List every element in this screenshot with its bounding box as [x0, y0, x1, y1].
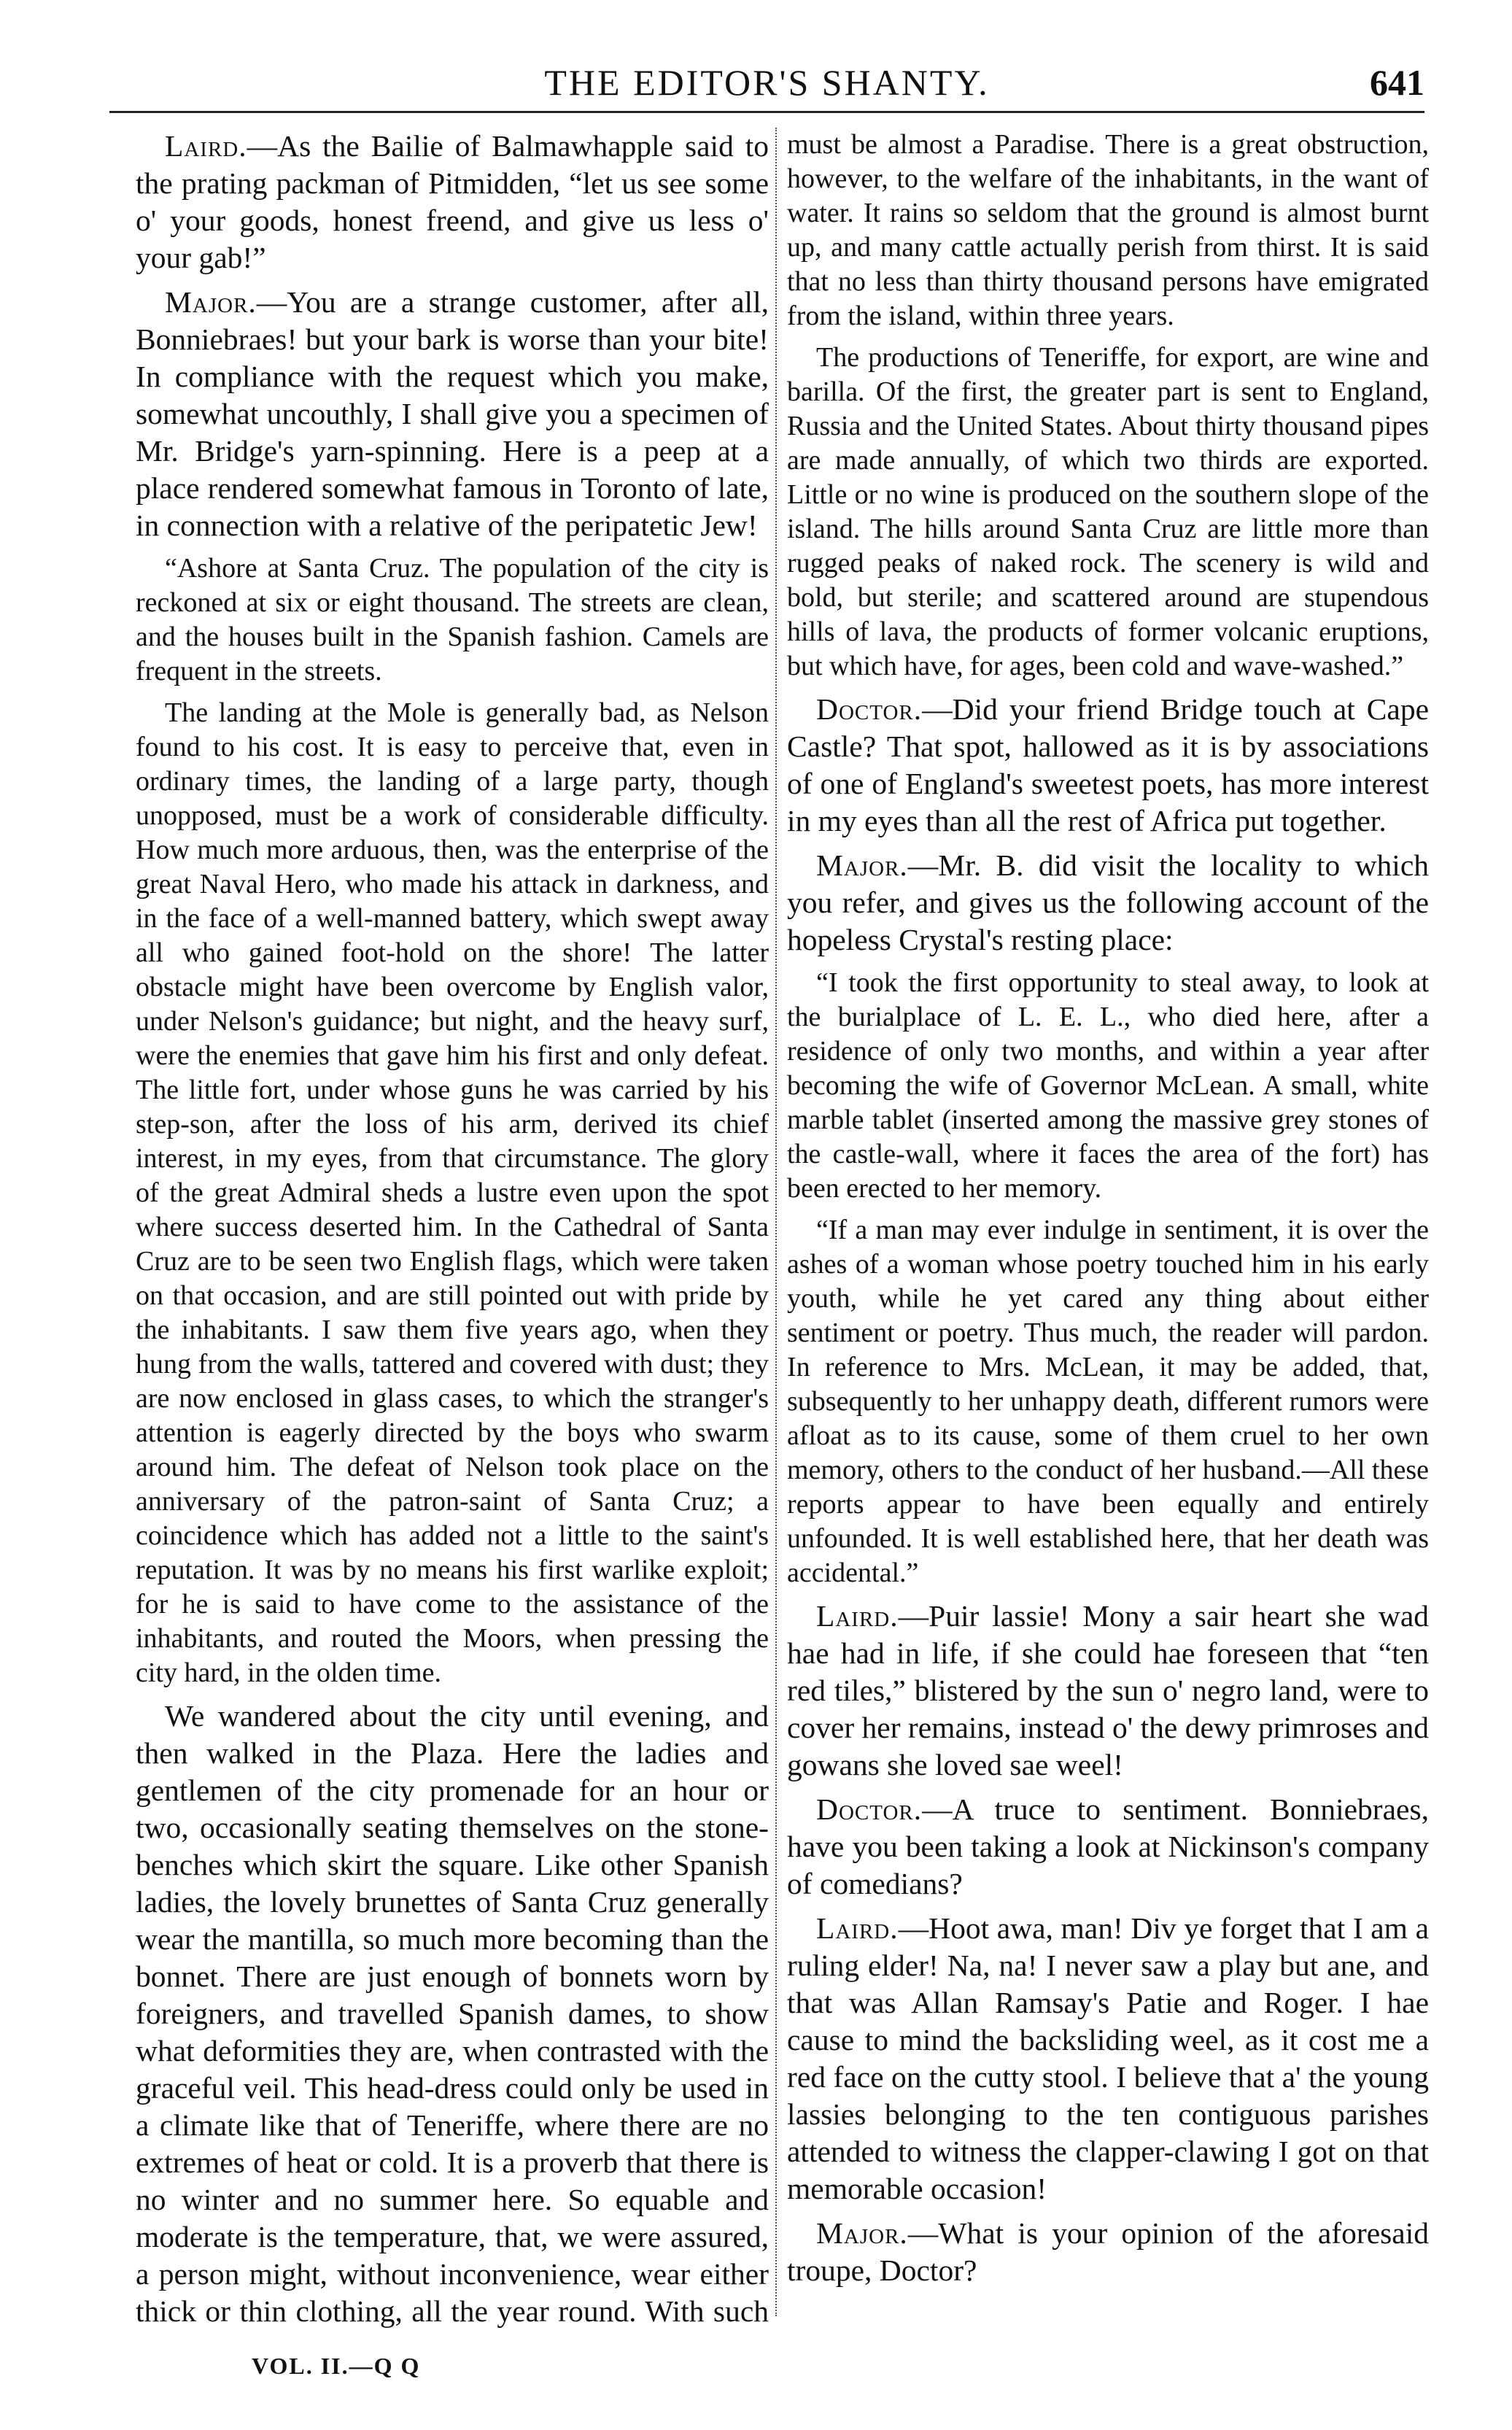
left-column — [136, 128, 769, 2331]
text-paragraph — [787, 341, 1429, 684]
right-column — [787, 128, 1429, 2331]
speaker-name: Major. — [816, 848, 908, 882]
dialogue-paragraph — [136, 128, 769, 276]
speaker-name: Laird. — [816, 1599, 899, 1633]
paragraph-text: must be almost a Paradise. There is a great obstruction, however, to the welfare of the inhabitants, in the want of water. It rains so seldom that the ground is almost burnt up, and many cattle actually perish from thirst. It is said that no less than thirty thousand persons have emigrated from the island, within three years. — [787, 129, 1429, 331]
speaker-name: Doctor. — [816, 692, 923, 726]
paragraph-text: —What is your opinion of the aforesaid troupe, Doctor? — [787, 2216, 1429, 2287]
paragraph-text: —As the Bailie of Balmawhapple said to the prating packman of Pitmidden, “let us see some o' your goods, honest freend, and give us less o' your gab!” — [136, 129, 769, 274]
dialogue-paragraph — [787, 1598, 1429, 1784]
paragraph-text: —Hoot awa, man! Div ye forget that I am a ruling elder! Na, na! I never saw a play but ane, and that was Allan Ramsay's Patie and Roger. I hae cause to mind the backsliding weel, as it cost me a red face on the cutty stool. I believe that a' the young lassies belonging to the ten contiguous parishes attended to witness the clapper-clawing I got on that memorable occasion! — [787, 1911, 1429, 2205]
paragraph-text: —Puir lassie! Mony a sair heart she wad hae had in life, if she could hae foreseen that “ten red tiles,” blistered by the sun o' negro land, were to cover her remains, instead o' the dewy primroses and gowans she loved sae weel! — [787, 1599, 1429, 1781]
text-paragraph — [136, 1698, 769, 2331]
speaker-name: Laird. — [165, 129, 247, 163]
dialogue-paragraph — [787, 691, 1429, 840]
speaker-name: Major. — [816, 2216, 908, 2250]
text-paragraph — [787, 128, 1429, 333]
paragraph-text: “I took the first opportunity to steal away, to look at the burialplace of L. E. L., who died here, after a residence of only two months, and within a year after becoming the wife of Governor McLean. A small, white marble tablet (inserted among the massive grey stones of the castle-wall, where it faces the area of the fort) has been erected to her memory. — [787, 967, 1429, 1204]
dialogue-paragraph — [787, 1791, 1429, 1903]
paragraph-text: —Mr. B. did visit the locality to which you refer, and gives us the following account of the hopeless Crystal's resting place: — [787, 848, 1429, 956]
paragraph-text: —A truce to sentiment. Bonniebraes, have you been taking a look at Nickinson's company of comedians? — [787, 1792, 1429, 1900]
paragraph-text: The productions of Teneriffe, for export, are wine and barilla. Of the first, the greater part is sent to England, Russia and the United States. About thirty thousand pipes are made annually, of which two thirds are exported. Little or no wine is produced on the southern slope of the island. The hills around Santa Cruz are little more than rugged peaks of naked rock. The scenery is wild and bold, but sterile; and scattered around are stupendous hills of lava, the products of former volcanic eruptions, but which have, for ages, been cold and wave-washed.” — [787, 342, 1429, 681]
dialogue-paragraph — [787, 2215, 1429, 2289]
speaker-name: Laird. — [816, 1911, 899, 1945]
running-header — [109, 53, 1424, 113]
signature-mark: VOL. II.—Q Q — [252, 2353, 421, 2379]
paragraph-text: —You are a strange customer, after all, Bonniebraes! but your bark is worse than your bite! In compliance with the request which you make, somewhat uncouthly, I shall give you a specimen of Mr. Bridge's yarn-spinning. Here is a peep at a place rendered somewhat famous in Toronto of late, in connection with a relative of the peripatetic Jew! — [136, 285, 769, 542]
paragraph-text: The landing at the Mole is generally bad, as Nelson found to his cost. It is easy to perceive that, even in ordinary times, the landing of a large party, though unopposed, must be a work of considerable difficulty. How much more arduous, then, was the enterprise of the great Naval Hero, who made his attack in darkness, and in the face of a well-manned battery, which swept away all who gained foot-hold on the shore! The latter obstacle might have been overcome by English valor, under Nelson's guidance; but night, and the heavy surf, were the enemies that gave him his first and only defeat. The little fort, under whose guns he was carried by his step-son, after the loss of his arm, derived its chief interest, in my eyes, from that circumstance. The glory of the great Admiral sheds a lustre even upon the spot where success deserted him. In the Cathedral of Santa Cruz are to be seen two English flags, which were taken on that occasion, and are still pointed out with pride by the inhabitants. I saw them five years ago, when they hung from the walls, tattered and covered with dust; they are now enclosed in glass cases, to which the stranger's attention is eagerly directed by the boys who swarm around him. The defeat of Nelson took place on the anniversary of the patron-saint of Santa Cruz; a coincidence which has added not a little to the saint's reputation. It was by no means his first warlike exploit; for he is said to have come to the assistance of the inhabitants, and routed the Moors, when pressing the city hard, in the olden time. — [136, 697, 769, 1688]
paragraph-text: —Did your friend Bridge touch at Cape Castle? That spot, hallowed as it is by associations of one of England's sweetest poets, has more interest in my eyes than all the rest of Africa put together. — [787, 692, 1429, 837]
paragraph-text: “Ashore at Santa Cruz. The population of the city is reckoned at six or eight thousand. The streets are clean, and the houses built in the Spanish fashion. Camels are frequent in the streets. — [136, 553, 769, 686]
text-paragraph — [136, 696, 769, 1690]
dialogue-paragraph — [787, 847, 1429, 959]
dialogue-paragraph — [787, 1910, 1429, 2207]
column-divider — [775, 128, 777, 2316]
speaker-name: Doctor. — [816, 1792, 923, 1826]
page-number: 641 — [1370, 62, 1424, 103]
running-title: THE EDITOR'S SHANTY. — [544, 62, 990, 103]
paragraph-text: “If a man may ever indulge in sentiment, it is over the ashes of a woman whose poetry touched him in his early youth, while he yet cared any thing about either sentiment or poetry. Thus much, the reader will pardon. In reference to Mrs. McLean, it may be added, that, subsequently to her unhappy death, different rumors were afloat as to its cause, some of them cruel to her own memory, others to the conduct of her husband.—All these reports appear to have been equally and entirely unfounded. It is well established here, that her death was accidental.” — [787, 1215, 1429, 1588]
text-paragraph — [787, 966, 1429, 1206]
dialogue-paragraph — [136, 284, 769, 544]
text-paragraph — [136, 552, 769, 689]
speaker-name: Major. — [165, 285, 257, 319]
text-paragraph — [787, 1213, 1429, 1590]
paragraph-text: We wandered about the city until evening, and then walked in the Plaza. Here the ladies and gentlemen of the city promenade for an hour or two, occasionally seating themselves on the stone-benches which skirt the square. Like other Spanish ladies, the lovely brunettes of Santa Cruz generally wear the mantilla, so much more becoming than the bonnet. There are just enough of bonnets worn by foreigners, and travelled Spanish dames, to show what deformities they are, when contrasted with the graceful veil. This head-dress could only be used in a climate like that of Teneriffe, where there are no extremes of heat or cold. It is a proverb that there is no winter and no summer here. So equable and moderate is the temperature, that, we were assured, a person might, without inconvenience, wear either thick or thin clothing, all the year round. With such — [136, 1699, 769, 2328]
